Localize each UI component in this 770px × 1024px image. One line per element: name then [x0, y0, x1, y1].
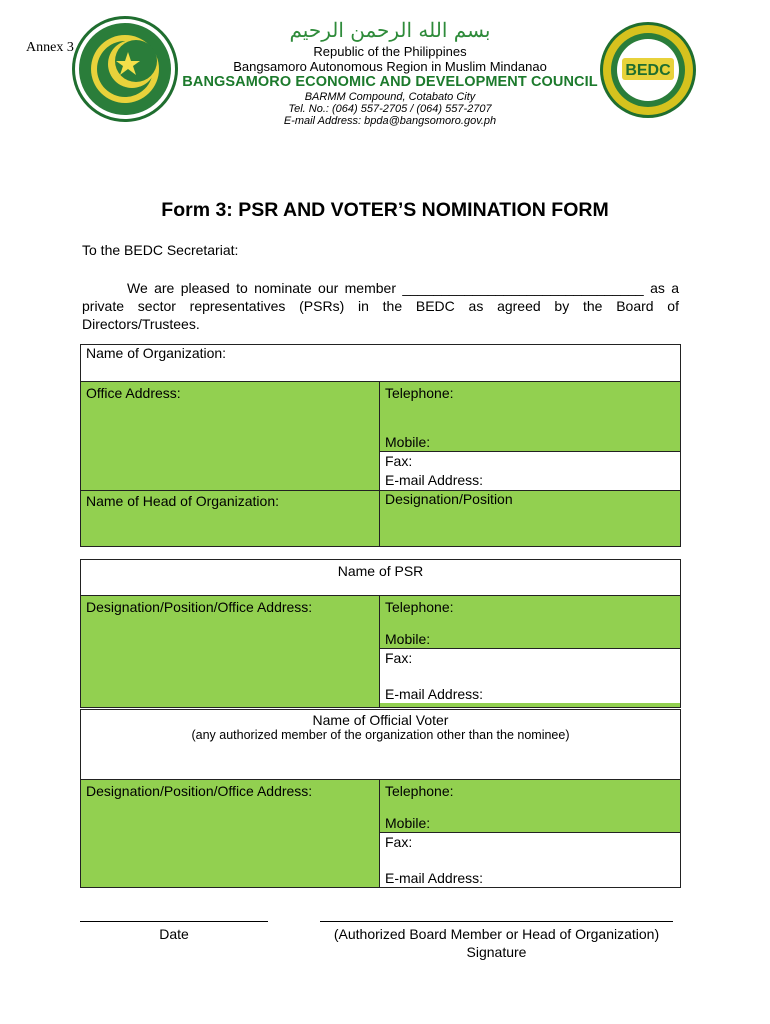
office-address-field[interactable] — [81, 382, 380, 491]
org-email-label: E-mail Address: — [385, 472, 484, 488]
name-of-organization-field[interactable] — [81, 345, 681, 382]
psr-email-label: E-mail Address: — [385, 686, 484, 702]
bedc-seal-logo — [598, 20, 698, 120]
designation-field[interactable] — [380, 489, 680, 507]
psr-telephone-label: Telephone: — [385, 599, 454, 615]
org-mobile-field[interactable] — [380, 434, 680, 452]
office-address-label: Office Address: — [86, 385, 181, 401]
voter-fax-field[interactable] — [380, 833, 680, 869]
psr-email-field[interactable] — [380, 685, 680, 703]
voter-designation-label: Designation/Position/Office Address: — [86, 783, 313, 799]
voter-email-field[interactable] — [380, 869, 680, 887]
name-of-organization-label: Name of Organization: — [86, 345, 227, 361]
arabic-calligraphy: بسم الله الرحمن الرحيم — [289, 18, 491, 42]
name-of-psr-label: Name of PSR — [337, 563, 424, 579]
org-email-designation-cell — [380, 472, 681, 547]
voter-telephone-field[interactable] — [380, 780, 680, 815]
psr-mobile-field[interactable] — [380, 630, 680, 649]
nomination-paragraph — [82, 279, 679, 333]
psr-contact-cell — [380, 596, 681, 708]
psr-fax-field[interactable] — [380, 649, 680, 685]
name-of-psr-field[interactable] — [81, 560, 681, 596]
annex-label: Annex 3 — [26, 40, 74, 55]
org-email-field[interactable] — [380, 472, 680, 489]
salutation: To the BEDC Secretariat: — [82, 242, 239, 258]
date-label: Date — [159, 926, 189, 942]
official-voter-field[interactable] — [81, 710, 681, 780]
head-of-organization-field[interactable] — [81, 491, 380, 547]
email-line: E-mail Address: bpda@bangsomoro.gov.ph — [283, 115, 497, 127]
council-name: BANGSAMORO ECONOMIC AND DEVELOPMENT COUNCIL — [182, 74, 598, 90]
psr-telephone-field[interactable] — [380, 596, 680, 630]
org-fax-label: Fax: — [385, 453, 413, 469]
svg-text:BEDC: BEDC — [625, 62, 671, 79]
voter-contact-cell — [380, 780, 681, 888]
signer-label: (Authorized Board Member or Head of Organization) — [333, 926, 660, 942]
telephone-line: Tel. No.: (064) 557-2705 / (064) 557-2707 — [288, 103, 492, 115]
psr-designation-field[interactable] — [81, 596, 380, 708]
signer-signature-line[interactable] — [320, 921, 673, 922]
voter-fax-label: Fax: — [385, 834, 413, 850]
form-title: Form 3: PSR AND VOTER’S NOMINATION FORM — [161, 199, 609, 221]
psr-table — [80, 559, 681, 708]
voter-designation-field[interactable] — [81, 780, 380, 888]
org-telephone-field[interactable] — [380, 382, 680, 434]
date-signature-line[interactable] — [80, 921, 268, 922]
psr-mobile-label: Mobile: — [385, 631, 431, 647]
voter-email-label: E-mail Address: — [385, 870, 484, 886]
voter-mobile-field[interactable] — [380, 815, 680, 833]
address-line: BARMM Compound, Cotabato City — [304, 91, 476, 103]
voter-mobile-label: Mobile: — [385, 815, 431, 831]
barmm-seal-logo — [70, 14, 180, 124]
designation-label: Designation/Position — [385, 491, 513, 507]
org-mobile-label: Mobile: — [385, 434, 431, 450]
organization-table — [80, 344, 681, 547]
head-of-organization-label: Name of Head of Organization: — [86, 493, 279, 509]
org-telephone-label: Telephone: — [385, 385, 454, 401]
psr-fax-label: Fax: — [385, 650, 413, 666]
nomination-text: We are pleased to nominate our member _______________________________ as a private sector representatives (PSRs) in the BEDC as agreed by the Board of Directors/Trustees. — [82, 280, 679, 332]
psr-designation-label: Designation/Position/Office Address: — [86, 599, 313, 615]
republic-line: Republic of the Philippines — [313, 44, 467, 59]
voter-table — [80, 709, 681, 888]
official-voter-label: Name of Official Voter — [312, 712, 449, 728]
signature-label: Signature — [466, 944, 527, 960]
voter-telephone-label: Telephone: — [385, 783, 454, 799]
region-line: Bangsamoro Autonomous Region in Muslim Mindanao — [233, 59, 547, 74]
official-voter-note: (any authorized member of the organization other than the nominee) — [191, 728, 570, 742]
